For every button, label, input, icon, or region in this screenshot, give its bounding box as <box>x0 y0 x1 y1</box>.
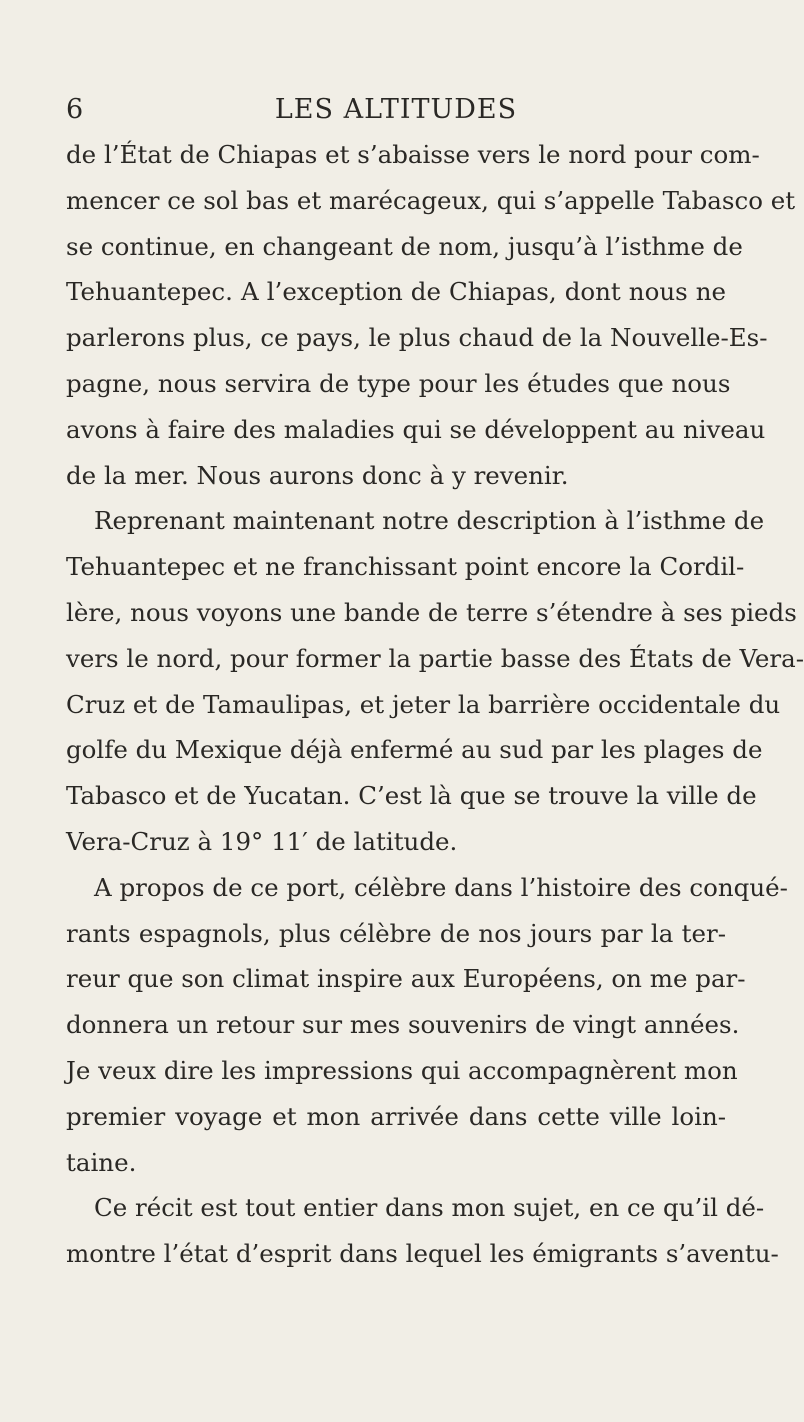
text-line: Vera-Cruz à 19° 11′ de latitude. <box>66 826 458 856</box>
text-line: golfe du Mexique déjà enfermé au sud par les plages de <box>66 735 763 765</box>
text-line: montre l’état d’esprit dans lequel les émigrants s’aventu- <box>66 1239 779 1269</box>
text-line: Ce récit est tout entier dans mon sujet, en ce qu’il dé- <box>94 1193 765 1223</box>
text-line: reur que son climat inspire aux Européens, on me par- <box>66 964 746 994</box>
text-line: A propos de ce port, célèbre dans l’histoire des conqué- <box>94 872 788 902</box>
page-number: 6 <box>66 94 84 125</box>
running-title: LES ALTITUDES <box>274 94 518 125</box>
text-line: de l’État de Chiapas et s’abaisse vers le nord pour com- <box>66 140 760 169</box>
text-line: donnera un retour sur mes souvenirs de vingt années. <box>66 1010 740 1040</box>
text-line: Cruz et de Tamaulipas, et jeter la barrière occidentale du <box>66 689 781 719</box>
text-line: vers le nord, pour former la partie basse des États de Vera- <box>66 643 804 673</box>
text-line: pagne, nous servira de type pour les études que nous <box>66 368 731 398</box>
text-line: se continue, en changeant de nom, jusqu’à l’isthme de <box>66 231 743 261</box>
text-line: Reprenant maintenant notre description à l’isthme de <box>94 506 765 536</box>
page-header <box>66 92 726 128</box>
text-line: parlerons plus, ce pays, le plus chaud de la Nouvelle-Es- <box>66 323 768 353</box>
text-line: Tehuantepec. A l’exception de Chiapas, dont nous ne <box>66 277 726 307</box>
text-line: mencer ce sol bas et marécageux, qui s’appelle Tabasco et <box>66 185 796 215</box>
text-line: avons à faire des maladies qui se développent au niveau <box>66 414 766 444</box>
text-line: rants espagnols, plus célèbre de nos jours par la ter- <box>66 918 726 948</box>
text-line: taine. <box>66 1147 137 1177</box>
body-text <box>66 132 804 1277</box>
text-line: de la mer. Nous aurons donc à y revenir. <box>66 460 569 490</box>
text-line: premier voyage et mon arrivée dans cette ville loin- <box>66 1101 726 1131</box>
text-line: Tehuantepec et ne franchissant point encore la Cordil- <box>66 552 745 582</box>
text-line: lère, nous voyons une bande de terre s’étendre à ses pieds <box>66 597 797 627</box>
text-line: Tabasco et de Yucatan. C’est là que se trouve la ville de <box>66 781 757 811</box>
text-line: Je veux dire les impressions qui accompagnèrent mon <box>66 1055 738 1085</box>
